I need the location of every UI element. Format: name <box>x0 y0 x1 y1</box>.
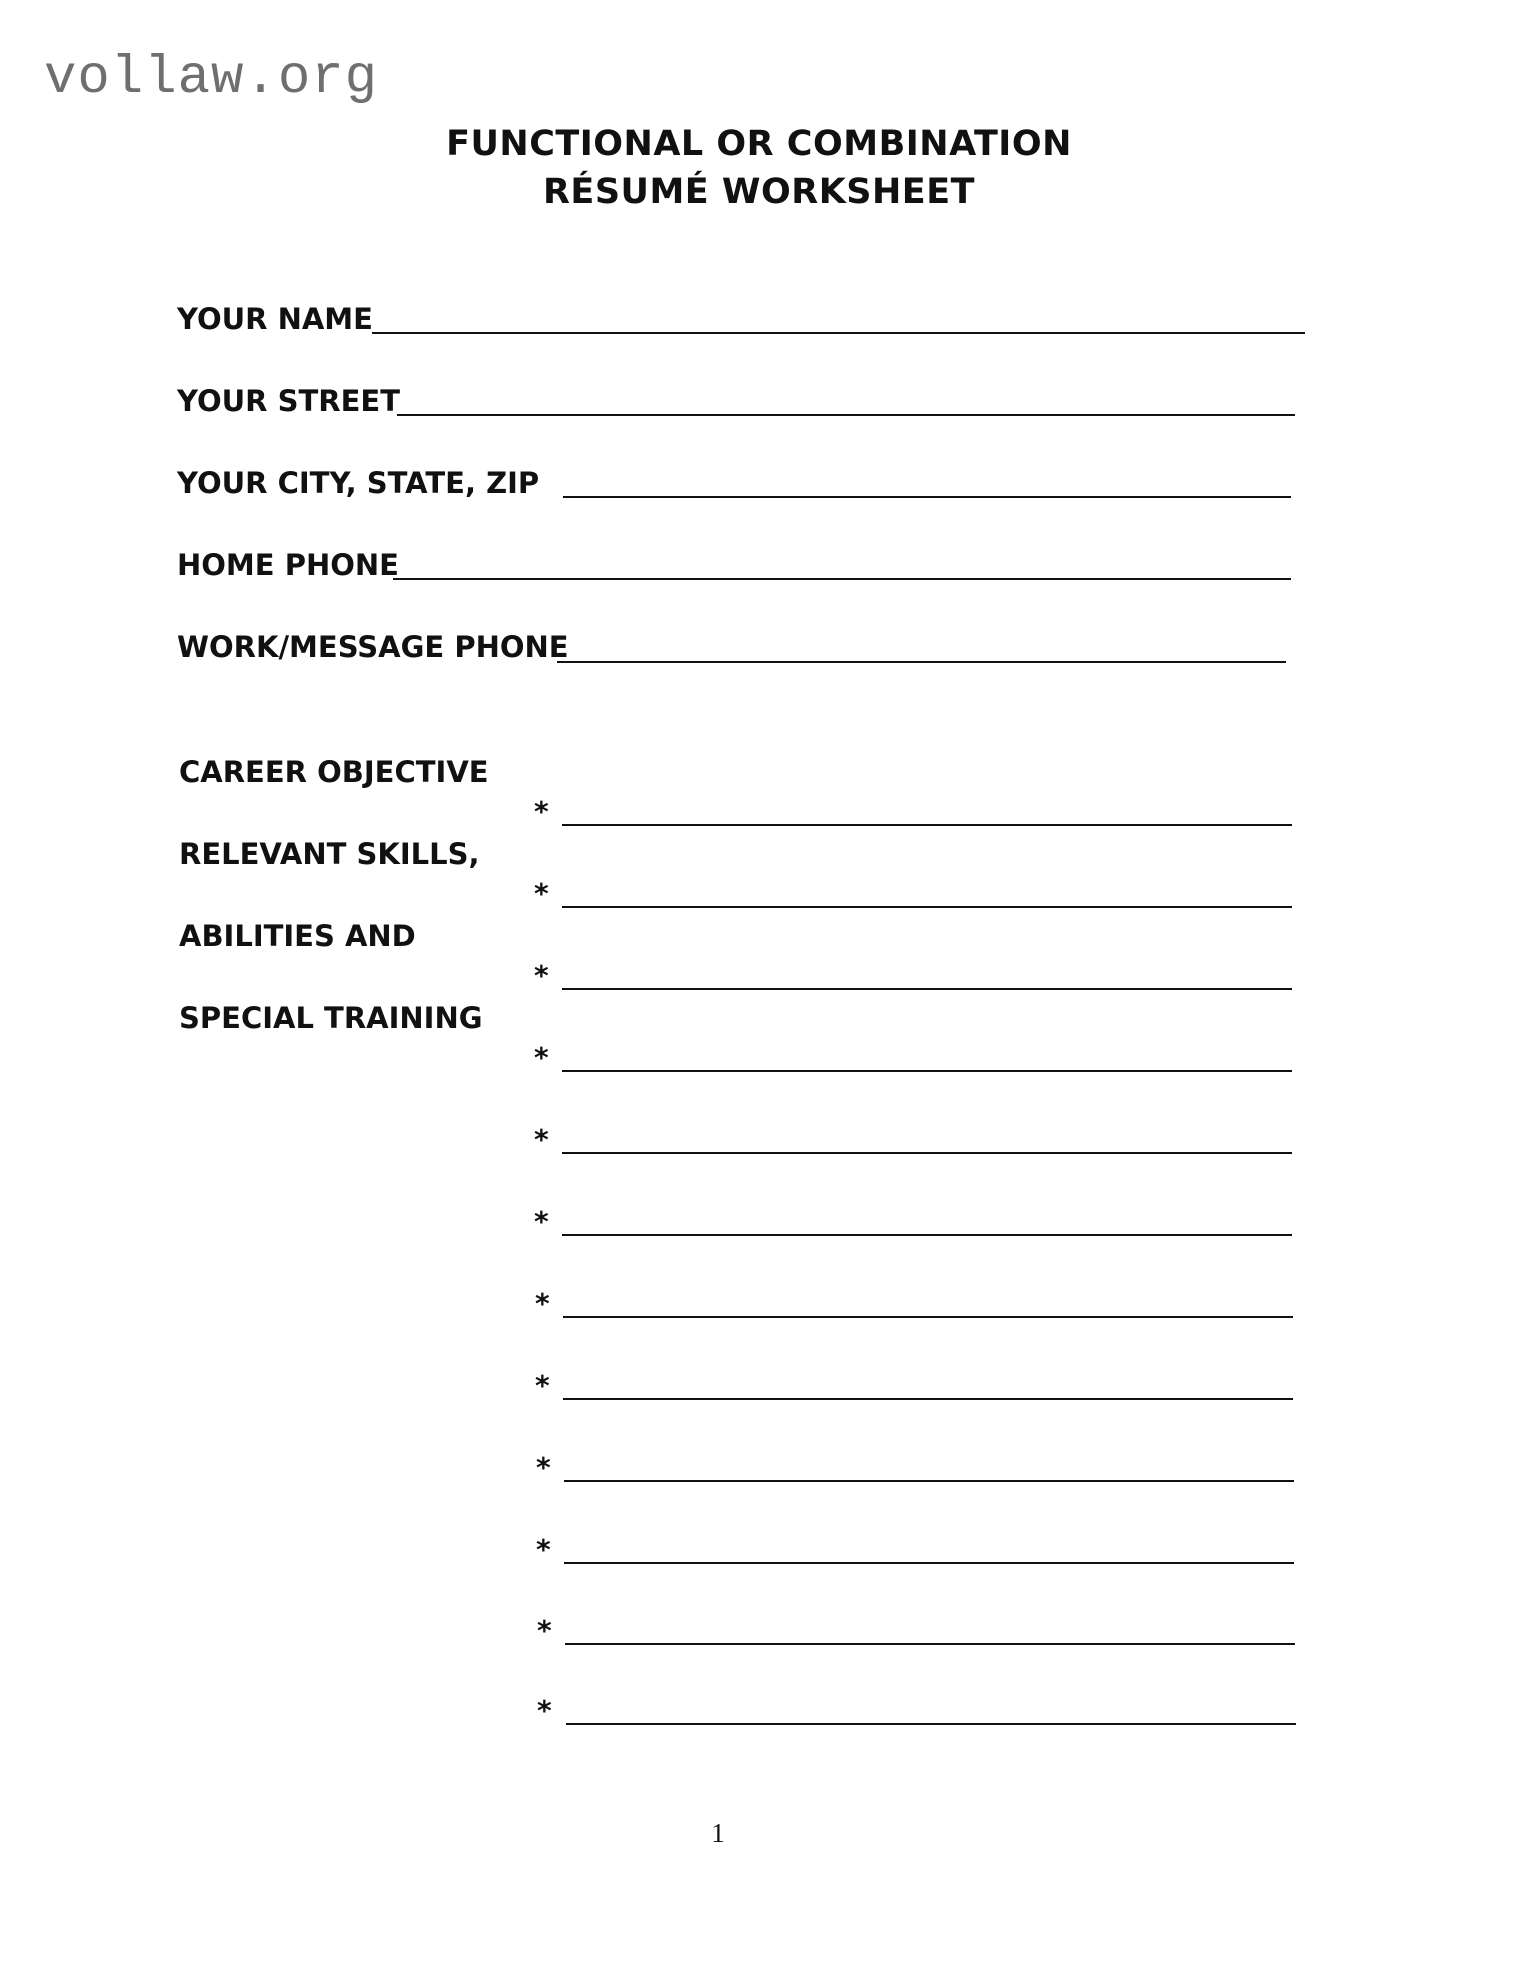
skill-entry-line[interactable] <box>562 1070 1292 1072</box>
page-number: 1 <box>711 1818 725 1848</box>
work-message-phone-field[interactable] <box>557 661 1286 663</box>
your-street-label: YOUR STREET <box>177 384 400 418</box>
asterisk-bullet: * <box>536 1451 551 1484</box>
your-street-field[interactable] <box>397 414 1295 416</box>
asterisk-bullet: * <box>534 877 549 910</box>
skill-entry-line[interactable] <box>562 1234 1292 1236</box>
home-phone-field[interactable] <box>393 578 1291 580</box>
section-label-line: RELEVANT SKILLS, <box>179 837 480 871</box>
skill-entry-line[interactable] <box>565 1643 1295 1645</box>
skill-entry-line[interactable] <box>562 906 1292 908</box>
skill-entry-line[interactable] <box>564 1562 1294 1564</box>
page-title-line-2: RÉSUMÉ WORKSHEET <box>542 172 976 212</box>
skill-entry-line[interactable] <box>564 1480 1294 1482</box>
home-phone-label: HOME PHONE <box>177 548 399 582</box>
skill-entry-line[interactable] <box>566 1723 1296 1725</box>
work-message-phone-label: WORK/MESSAGE PHONE <box>177 630 569 664</box>
skill-entry-line[interactable] <box>562 1152 1292 1154</box>
page-title-line-1: FUNCTIONAL OR COMBINATION <box>446 124 1072 164</box>
asterisk-bullet: * <box>537 1694 552 1727</box>
asterisk-bullet: * <box>537 1614 552 1647</box>
asterisk-bullet: * <box>536 1533 551 1566</box>
your-city-state-zip-label: YOUR CITY, STATE, ZIP <box>177 466 540 500</box>
skill-entry-line[interactable] <box>562 824 1292 826</box>
skill-entry-line[interactable] <box>562 988 1292 990</box>
skill-entry-line[interactable] <box>563 1398 1293 1400</box>
watermark: vollaw.org <box>44 48 379 109</box>
asterisk-bullet: * <box>534 1123 549 1156</box>
asterisk-bullet: * <box>534 959 549 992</box>
asterisk-bullet: * <box>535 1369 550 1402</box>
section-label-line: SPECIAL TRAINING <box>179 1001 483 1035</box>
your-city-state-zip-field[interactable] <box>563 496 1291 498</box>
your-name-field[interactable] <box>372 332 1305 334</box>
asterisk-bullet: * <box>534 1205 549 1238</box>
asterisk-bullet: * <box>534 795 549 828</box>
asterisk-bullet: * <box>535 1287 550 1320</box>
skill-entry-line[interactable] <box>563 1316 1293 1318</box>
section-label-line: ABILITIES AND <box>179 919 416 953</box>
section-label-line: CAREER OBJECTIVE <box>179 755 489 789</box>
asterisk-bullet: * <box>534 1041 549 1074</box>
your-name-label: YOUR NAME <box>177 302 373 336</box>
